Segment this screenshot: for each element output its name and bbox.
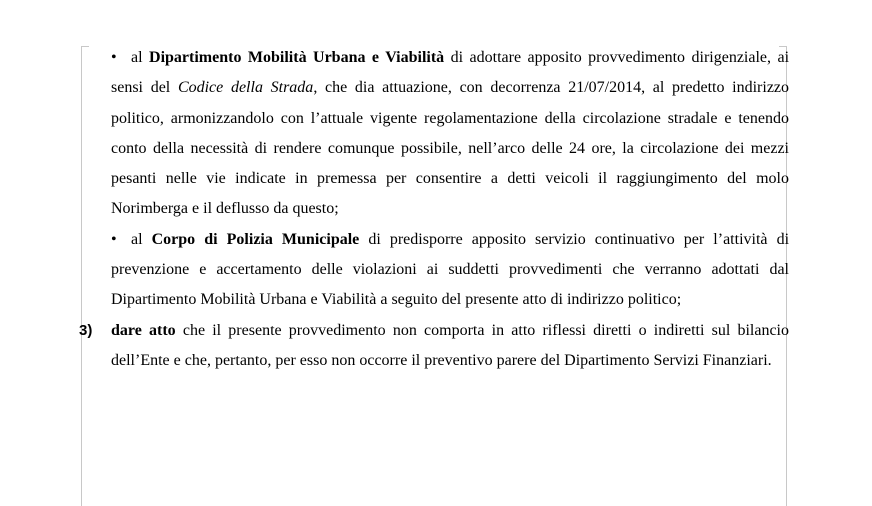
para-prefix: al [131,49,150,66]
bold-recipient: Corpo di Polizia Municipale [151,230,360,248]
italic-reference: Codice della Strada [177,79,314,97]
numbered-paragraph-3 [79,316,790,377]
para-text: , che dia attuazione, con decorrenza 21/07/2014, al predetto indirizzo politico, armonizzandolo con l’attuale vigente regolamentazione della circolazione stradale e tenendo conto della necessità di rendere comunque possibile, nell’arco delle 24 ore, la circolazione dei mezzi pesanti nelle vie indicate in premessa per consentire a detti veicoli il raggiungimento del molo Norimberga e il deflusso da questo; [111,79,790,218]
document-body [79,43,790,376]
bullet-paragraph-dipartimento [111,43,789,225]
bold-recipient: Dipartimento Mobilità Urbana e Viabilità [149,49,445,66]
bullet-paragraph-polizia [111,225,789,316]
para-prefix: al [131,230,152,248]
para-text: di adottare apposito provvedimento dirigenziale, ai sensi del [111,49,790,97]
bullet-icon: • [111,49,117,66]
list-number: 3) [79,321,93,339]
para-text: di predisporre apposito servizio continuativo per l’attività di prevenzione e accertamento delle violazioni ai suddetti provvedimenti che verranno adottati dal Dipartimento Mobilità Urbana e Viabilità a seguito del presente atto di indirizzo politico; [111,230,790,309]
bullet-icon: • [111,230,117,248]
bold-action: dare atto [111,321,176,339]
para-text: che il presente provvedimento non comporta in atto riflessi diretti o indiretti sul bilancio dell’Ente e che, pertanto, per esso non occorre il preventivo parere del Dipartimento Servizi Finanziari. [111,321,790,369]
